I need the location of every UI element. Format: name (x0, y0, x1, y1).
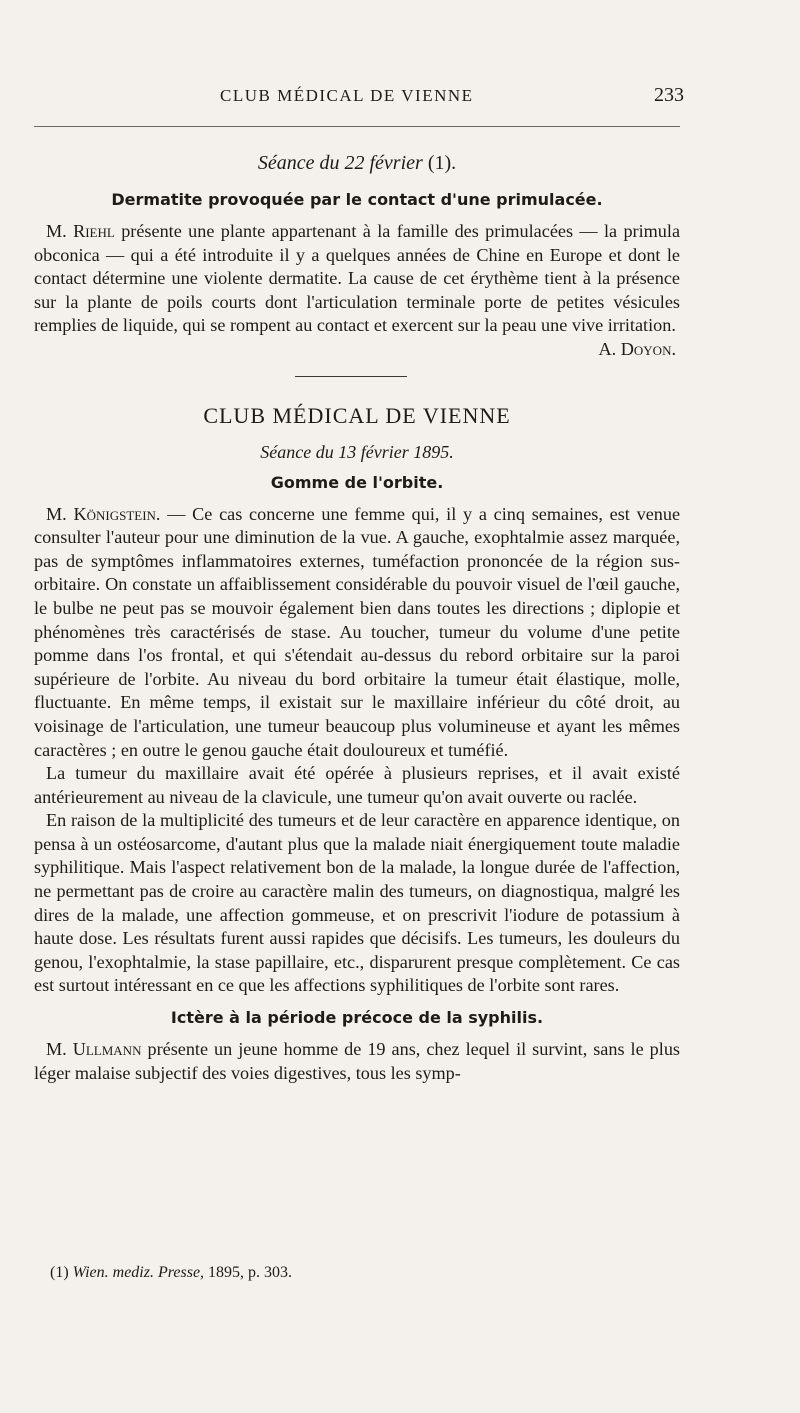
section-divider (295, 376, 407, 377)
author-name: Königstein. (73, 503, 161, 524)
article-paragraph-konigstein (34, 503, 680, 763)
footnote (50, 1264, 292, 1282)
page-header (34, 84, 684, 114)
article-heading-ictere: Ictère à la période précoce de la syphilis. (170, 1008, 544, 1028)
lead-monsieur: M. (46, 221, 67, 241)
lead-monsieur: M. (46, 503, 67, 524)
author-name: Ullmann (72, 1039, 142, 1060)
footnote-source: Wien. mediz. Presse, (72, 1264, 205, 1281)
author-name: Riehl (73, 221, 115, 241)
article-heading-gomme: Gomme de l'orbite. (270, 472, 444, 492)
seance-date-text: Séance du 22 février (257, 152, 423, 174)
page-content (34, 150, 680, 1085)
paragraph-text: présente un jeune homme de 19 ans, chez lequel il survint, sans le plus léger malaise subjectif des voies digestives, tous les symp- (34, 1039, 680, 1083)
footnote-ref: (1). (427, 152, 457, 174)
header-rule (34, 126, 680, 127)
section-title: CLUB MÉDICAL DE VIENNE (203, 402, 511, 428)
article-paragraph: La tumeur du maxillaire avait été opérée à plusieurs reprises, et il avait existé antérieurement au niveau de la clavicule, une tumeur qu'on avait ouverte ou raclée. (34, 763, 680, 807)
article-paragraph-ullmann (34, 1038, 680, 1085)
running-title: CLUB MÉDICAL DE VIENNE (220, 86, 474, 105)
article-paragraph-riehl (34, 220, 680, 338)
footnote-number: (1) (50, 1264, 69, 1281)
page-number: 233 (654, 84, 684, 106)
signature (34, 338, 680, 362)
lead-monsieur: M. (46, 1039, 67, 1060)
signature-initial: A. (598, 338, 617, 359)
paragraph-text: — Ce cas concerne une femme qui, il y a cinq semaines, est venue consulter l'auteur pour une diminution de la vue. A gauche, exophtalmie assez marquée, pas de symptômes inflammatoires externes, tuméfaction prononcée de la région sus-orbitaire. On constate un affaiblissement considérable du pouvoir visuel de l'œil gauche, le bulbe ne peut pas se mouvoir également bien dans toutes les directions ; diplopie et phénomènes très caractérisés de stase. Au toucher, tumeur du volume d'une petite pomme dans l'os frontal, et qui s'étendait au-dessus du rebord orbitaire sur la paroi supérieure de l'orbite. Au niveau du bord orbitaire la tumeur était élastique, molle, fluctuante. En même temps, il existait sur le maxillaire inférieur du côté droit, au voisinage de l'articulation, une tumeur beaucoup plus volumineuse et ayant les mêmes caractères ; en outre le genou gauche était douloureux et tuméfié. (34, 503, 681, 760)
paragraph-text: présente une plante appartenant à la famille des primulacées — la primula obconica — qui a été introduite il y a quelques années de Chine en Europe et dont le contact détermine une violente dermatite. La cause de cet érythème tient à la présence sur la plante de poils courts dont l'articulation terminale porte de petites vésicules remplies de liquide, qui se rompent au contact et exercent sur la peau une vive irritation. (34, 221, 681, 336)
article-heading-dermatite: Dermatite provoquée par le contact d'une primulacée. (111, 190, 603, 209)
seance-date-2: Séance du 13 février 1895. (260, 441, 454, 462)
signature-name: Doyon. (620, 338, 676, 359)
footnote-details: 1895, p. 303. (208, 1264, 293, 1281)
article-paragraph: En raison de la multiplicité des tumeurs et de leur caractère en apparence identique, on pensa à un ostéosarcome, d'autant plus que la malade niait énergiquement toute maladie syphilitique. Mais l'aspect relativement bon de la malade, la longue durée de l'affection, ne permettant pas de croire au caractère malin des tumeurs, on diagnostiqua, malgré les dires de la malade, une affection gommeuse, et on prescrivit l'iodure de potassium à haute dose. Les résultats furent aussi rapides que décisifs. Les tumeurs, les douleurs du genou, l'exophtalmie, la stase papillaire, etc., disparurent presque complètement. Ce cas est surtout intéressant en ce que les affections syphilitiques de l'orbite sont rares. (34, 810, 680, 996)
seance-date-1 (34, 150, 680, 176)
